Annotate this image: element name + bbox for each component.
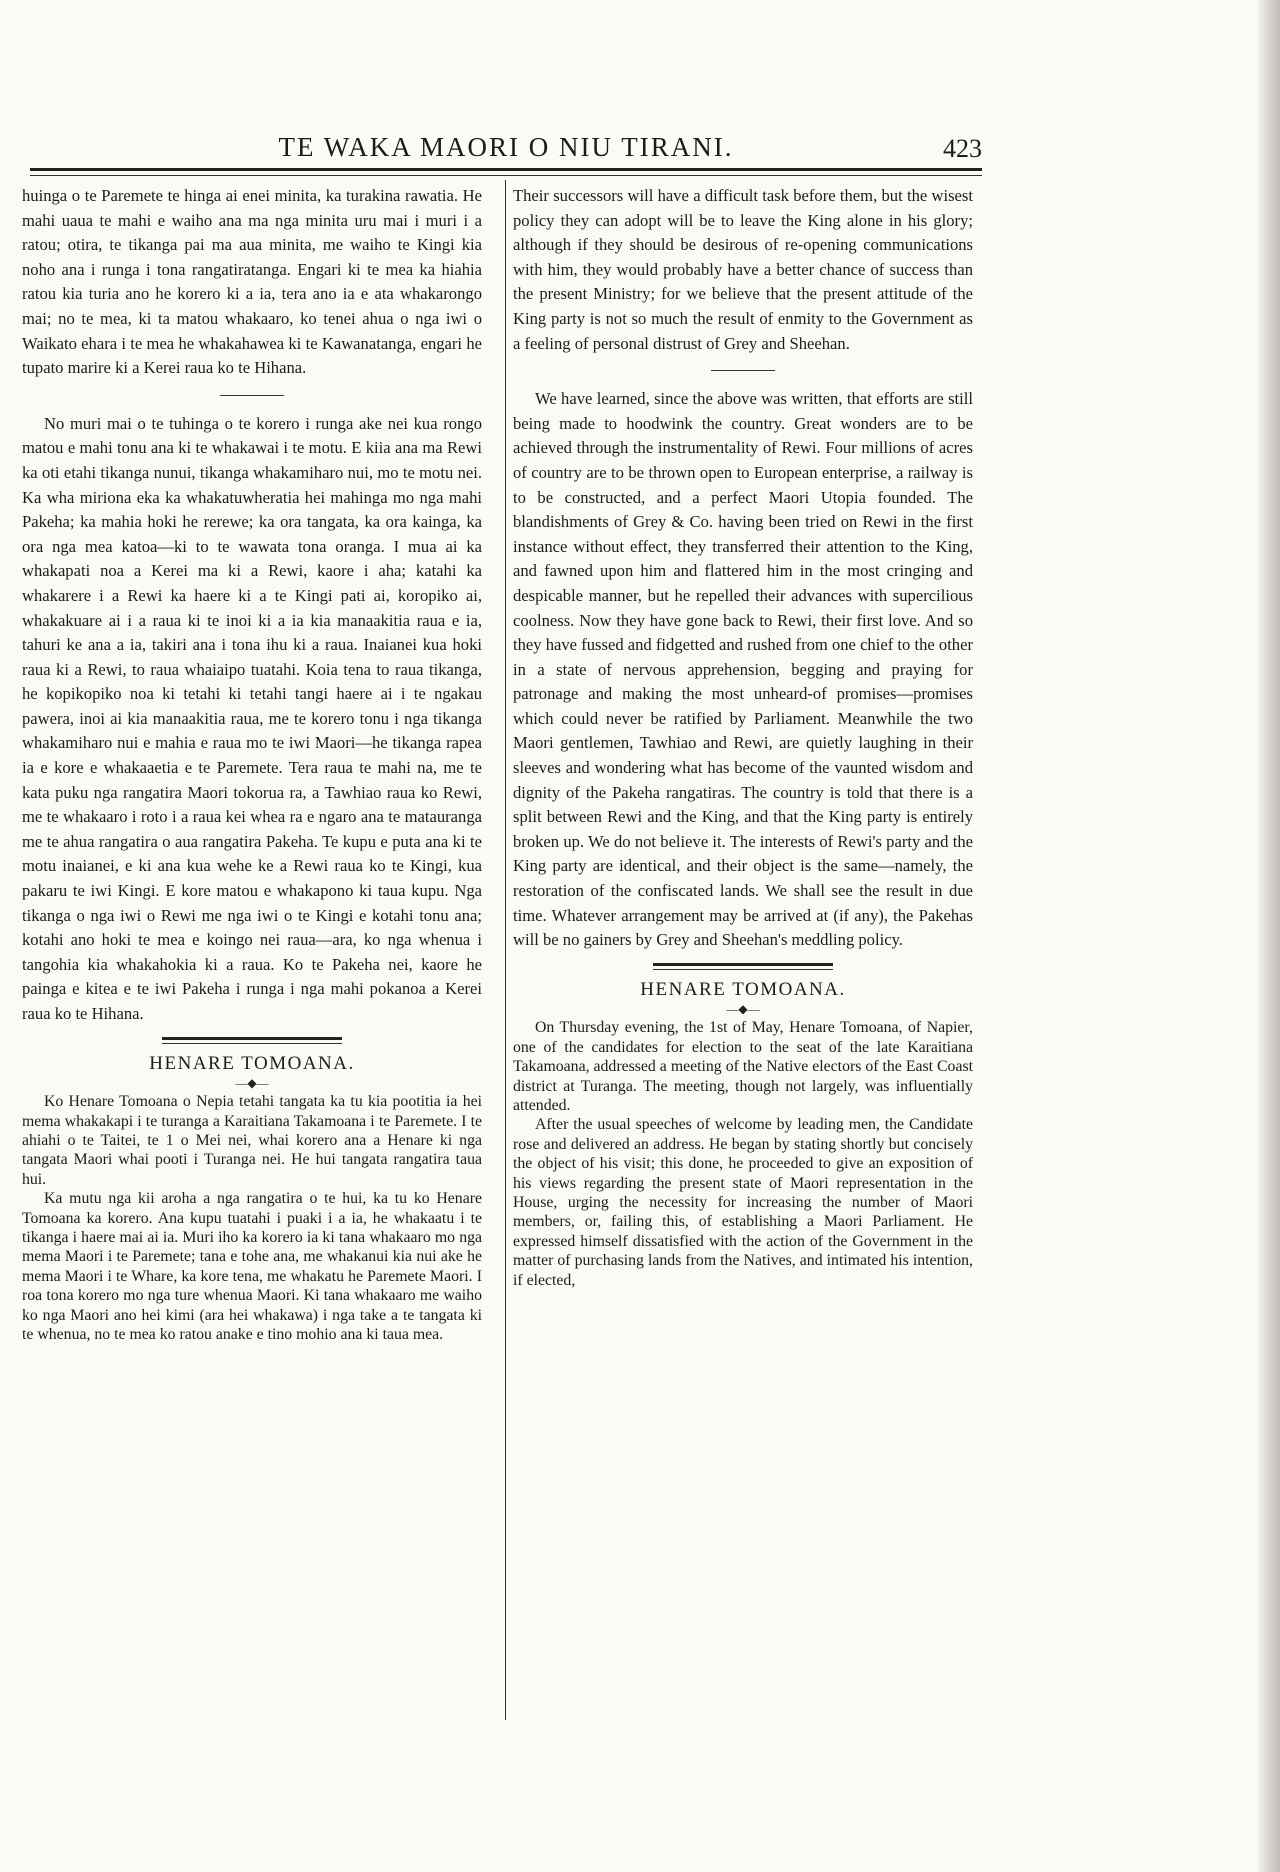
separator-rule — [220, 395, 284, 396]
page-number: 423 — [943, 134, 982, 163]
right-column — [513, 184, 973, 1290]
paragraph: No muri mai o te tuhinga o te korero i runga ake nei kua rongo matou e mahi tonu ana ki te whakawai i te motu. E kiia ana ma Rewi ka oti etahi tikanga nunui, tikanga whakamiharo nui, mo te motu nei. Ka wha miriona eka ka whakatuwheratia hei mahinga mo nga mahi Pakeha; ka mahia hoki he rerewe; ka ora tangata, ka ora kainga, ka ora nga mea katoa—ki to te wawata tona oranga. I mua ai ka whakapati noa a Kerei ma ki a Rewi, kaore i aha; katahi ka whakarere i a Rewi ka haere ki a te Kingi pati ai, koropiko ai, whakakuare ai i a raua ki te inoi ki a ia kia manaakitia raua e ia, tahuri ke ana a ia, takiri ana i tona ihu ki a raua. Inaianei kua hoki raua ki a Rewi, to raua whaiaipo tuatahi. Koia tena to raua tikanga, he kopikopiko noa ki tetahi ki tetahi tangi haere ai i te ngakau pawera, inoi ai kia manaakitia raua, me te korero tonu i nga tikanga whakamiharo nui e mahia e raua mo te iwi Maori—he tikanga rapea ia e kore e whakaaetia e te Paremete. Tera raua te mahi na, me te kata puku nga rangatira Maori tokorua ra, a Tawhiao raua ko Rewi, me te whakaaro i roto i a raua kei whea ra e ngaro ana te matauranga me te ahua rangatira o aua rangatira Pakeha. Te kupu e puta ana ki te motu inaianei, e ki ana kua wehe ke a Rewi raua ko te Kingi, kua pakaru te iwi Kingi. E kore matou e whakapono ki taua kupu. Nga tikanga o nga iwi o Rewi me nga iwi o te Kingi e kotahi tonu ana; kotahi ano hoki te mea e koingo nei raua—ara, ko nga whenua i tangohia kia whakahokia ki a raua. Ko te Pakeha nei, kaore he painga e kitea e te iwi Pakeha i runga i nga mahi pokanoa a Kerei raua ko te Hihana. — [22, 413, 482, 1023]
header-rule — [30, 168, 982, 171]
paragraph: Ka mutu nga kii aroha a nga rangatira o te hui, ka tu ko Henare Tomoana ka korero. Ana kupu tuatahi i puaki i a ia, he whakaatu i te tikanga i haere mai ai ia. Muri iho ka korero ia ki tana whakaaro mo nga mema Maori i te Paremete; tana e tohe ana, me whakanui kia nui ake he mema Maori i te Whare, ka kore tena, me whakatu he Paremete Maori. I roa tona korero mo nga ture whenua Maori. Ki tana whakaaro me waiho ko nga Maori ano hei kimi (ara hei whakawa) i nga take a te tangata ki te whenua, no te mea ko ratou anake e tino mohio ana ki taua mea. — [22, 1190, 482, 1344]
section-rule — [162, 1037, 342, 1044]
paragraph: We have learned, since the above was written, that efforts are still being made to hoodwink the country. Great wonders are to be achieved through the instrumentality of Rewi. Four millions of acres of country are to be thrown open to European enterprise, a railway is to be constructed, and a perfect Maori Utopia founded. The blandishments of Grey & Co. having been tried on Rewi in the first instance without effect, they transferred their attention to the King, and fawned upon him and flattered him in the most cringing and despicable manner, but he repelled their advances with supercilious coolness. Now they have gone back to Rewi, their first love. And so they have fussed and fidgetted and rushed from one chief to the other in a state of nervous apprehension, begging and praying for patronage and making the most unheard-of promises—promises which could never be ratified by Parliament. Meanwhile the two Maori gentlemen, Tawhiao and Rewi, are quietly laughing in their sleeves and wondering what has become of the vaunted wisdom and dignity of the Pakeha rangatiras. The country is told that there is a split between Rewi and the King, and that the King party is entirely broken up. We do not believe it. The interests of Rewi's party and the King party are identical, and their object is the same—namely, the restoration of the confiscated lands. We shall see the result in due time. Whatever arrangement may be arrived at (if any), the Pakehas will be no gainers by Grey and Sheehan's meddling policy. — [513, 389, 973, 950]
ornament-icon: —◆— — [726, 1002, 760, 1017]
paragraph: Ko Henare Tomoana o Nepia tetahi tangata ka tu kia pootitia ia hei mema whakakapi i te turanga a Karaitiana Takamoana i te Paremete. I te ahiahi o te Taitei, te 1 o Mei nei, whai korero ana a Henare ki nga tangata Maori whai pooti i Turanga nei. He hui tangata rangatira taua hui. — [22, 1093, 482, 1188]
paragraph: On Thursday evening, the 1st of May, Henare Tomoana, of Napier, one of the candidates for election to the seat of the late Karaitiana Takamoana, addressed a meeting of the Native electors of the East Coast district at Turanga. The meeting, though not largely, was influentially attended. — [513, 1019, 973, 1115]
page-header — [30, 132, 982, 162]
paragraph: Their successors will have a difficult task before them, but the wisest policy they can adopt will be to leave the King alone in his glory; although if they should be desirous of re-opening communications with him, they would probably have a better chance of success than the present Ministry; for we believe that the present attitude of the King party is not so much the result of enmity to the Government as a feeling of personal distrust of Grey and Sheehan. — [513, 186, 973, 353]
scan-edge — [1258, 0, 1280, 1872]
paragraph: After the usual speeches of welcome by leading men, the Candidate rose and delivered an address. He began by stating shortly but concisely the object of his visit; this done, he proceeded to give an exposition of his views regarding the present state of Maori representation in the House, urging the necessity for increasing the number of Maori members, or, failing this, of establishing a Maori Parliament. He expressed himself dissatisfied with the action of the Government in the matter of purchasing lands from the Natives, and intimated his intention, if elected, — [513, 1116, 973, 1289]
left-column — [22, 184, 482, 1344]
section-heading: HENARE TOMOANA. — [149, 1052, 355, 1074]
section-heading: HENARE TOMOANA. — [640, 978, 846, 1000]
section-rule — [653, 963, 833, 970]
running-title: TE WAKA MAORI O NIU TIRANI. — [278, 132, 734, 162]
separator-rule — [711, 370, 775, 371]
header-rule-thin — [30, 175, 982, 176]
column-divider — [505, 180, 506, 1720]
ornament-icon: —◆— — [235, 1076, 269, 1091]
paragraph: huinga o te Paremete te hinga ai enei minita, ka turakina rawatia. He mahi uaua te mahi e waiho ana ma nga minita uru mai i muri i a ratou; otira, te tikanga pai ma aua minita, me waiho te Kingi kia noho ana i runga i tona rangatiratanga. Engari ki te mea ka hiahia ratou kia turia ano he korero ki a ia, tera ano ia e ata whakarongo mai; no te mea, ki ta matou whakaaro, ko tenei ahua o nga iwi o Waikato ehara i te mea he whakahawea ki te Kawanatanga, engari he tupato marire ki a Kerei raua ko te Hihana. — [22, 186, 482, 378]
